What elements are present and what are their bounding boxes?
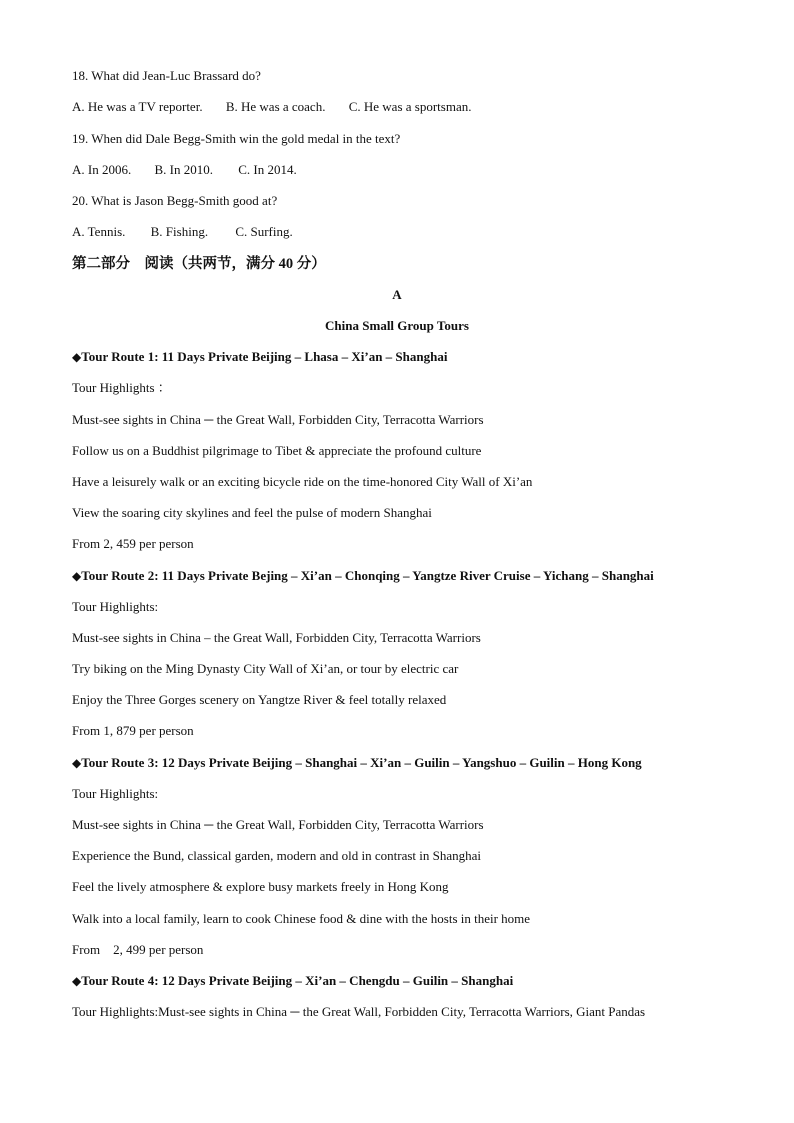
option-b: B. He was a coach. bbox=[225, 99, 326, 114]
route-2-price: From 1, 879 per person bbox=[72, 723, 194, 738]
section-heading: 第二部分 阅读（共两节，满分 40 分） bbox=[72, 256, 326, 272]
route-2-highlights-label: Tour Highlights: bbox=[72, 599, 159, 614]
option-b: B. Fishing. bbox=[150, 224, 209, 239]
diamond-bullet-icon: ◆ bbox=[72, 756, 82, 770]
question-20-stem: 20. What is Jason Begg-Smith good at? bbox=[72, 193, 278, 208]
route-2-highlight: Enjoy the Three Gorges scenery on Yangtze River & feel totally relaxed bbox=[72, 692, 447, 707]
option-a: A. Tennis. bbox=[72, 224, 126, 239]
question-18-stem: 18. What did Jean-Luc Brassard do? bbox=[72, 68, 261, 83]
route-3-highlight: Walk into a local family, learn to cook Chinese food & dine with the hosts in their home bbox=[72, 911, 531, 926]
option-c: C. In 2014. bbox=[238, 162, 297, 177]
diamond-bullet-icon: ◆ bbox=[72, 974, 82, 988]
route-3-highlight: Experience the Bund, classical garden, modern and old in contrast in Shanghai bbox=[72, 848, 482, 863]
route-4-highlights: Tour Highlights:Must-see sights in China ─ the Great Wall, Forbidden City, Terracotta Warriors, Giant Pandas bbox=[72, 1004, 646, 1019]
route-1-highlights-label: Tour Highlights ： bbox=[72, 380, 171, 395]
route-3-price: From 2, 499 per person bbox=[72, 942, 204, 957]
option-c: C. He was a sportsman. bbox=[348, 99, 472, 114]
route-3-highlights-label: Tour Highlights: bbox=[72, 786, 159, 801]
route-title-text: Tour Route 3: 12 Days Private Beijing – Shanghai – Xi’an – Guilin – Yangshuo – Guilin – Hong Kong bbox=[81, 755, 642, 770]
option-b: B. In 2010. bbox=[154, 162, 213, 177]
route-3-highlight: Feel the lively atmosphere & explore busy markets freely in Hong Kong bbox=[72, 879, 449, 894]
route-2-highlight: Must-see sights in China – the Great Wall, Forbidden City, Terracotta Warriors bbox=[72, 630, 481, 645]
route-4-title bbox=[72, 973, 513, 989]
route-1-highlight: Have a leisurely walk or an exciting bicycle ride on the time-honored City Wall of Xi’an bbox=[72, 474, 533, 489]
route-title-text: Tour Route 2: 11 Days Private Bejing – Xi’an – Chonqing – Yangtze River Cruise – Yichang – Shanghai bbox=[81, 568, 654, 583]
route-1-price: From 2, 459 per person bbox=[72, 536, 194, 551]
question-19-stem: 19. When did Dale Begg-Smith win the gold medal in the text? bbox=[72, 131, 401, 146]
question-19-options bbox=[72, 162, 297, 178]
route-title-text: Tour Route 4: 12 Days Private Beijing – Xi’an – Chengdu – Guilin – Shanghai bbox=[81, 973, 514, 988]
option-a: A. He was a TV reporter. bbox=[72, 99, 203, 114]
passage-title: China Small Group Tours bbox=[325, 318, 469, 333]
passage-letter: A bbox=[392, 287, 402, 302]
route-3-highlight: Must-see sights in China ─ the Great Wall, Forbidden City, Terracotta Warriors bbox=[72, 817, 484, 832]
route-1-title bbox=[72, 349, 447, 365]
question-20-options bbox=[72, 224, 293, 240]
route-3-title bbox=[72, 755, 642, 771]
question-18-options bbox=[72, 99, 471, 115]
option-c: C. Surfing. bbox=[235, 224, 293, 239]
route-1-highlight: Must-see sights in China ─ the Great Wall, Forbidden City, Terracotta Warriors bbox=[72, 412, 484, 427]
option-a: A. In 2006. bbox=[72, 162, 132, 177]
route-1-highlight: Follow us on a Buddhist pilgrimage to Tibet & appreciate the profound culture bbox=[72, 443, 482, 458]
route-title-text: Tour Route 1: 11 Days Private Beijing – Lhasa – Xi’an – Shanghai bbox=[81, 349, 448, 364]
diamond-bullet-icon: ◆ bbox=[72, 569, 82, 583]
route-2-title bbox=[72, 568, 654, 584]
route-2-highlight: Try biking on the Ming Dynasty City Wall of Xi’an, or tour by electric car bbox=[72, 661, 459, 676]
route-1-highlight: View the soaring city skylines and feel the pulse of modern Shanghai bbox=[72, 505, 432, 520]
diamond-bullet-icon: ◆ bbox=[72, 350, 82, 364]
